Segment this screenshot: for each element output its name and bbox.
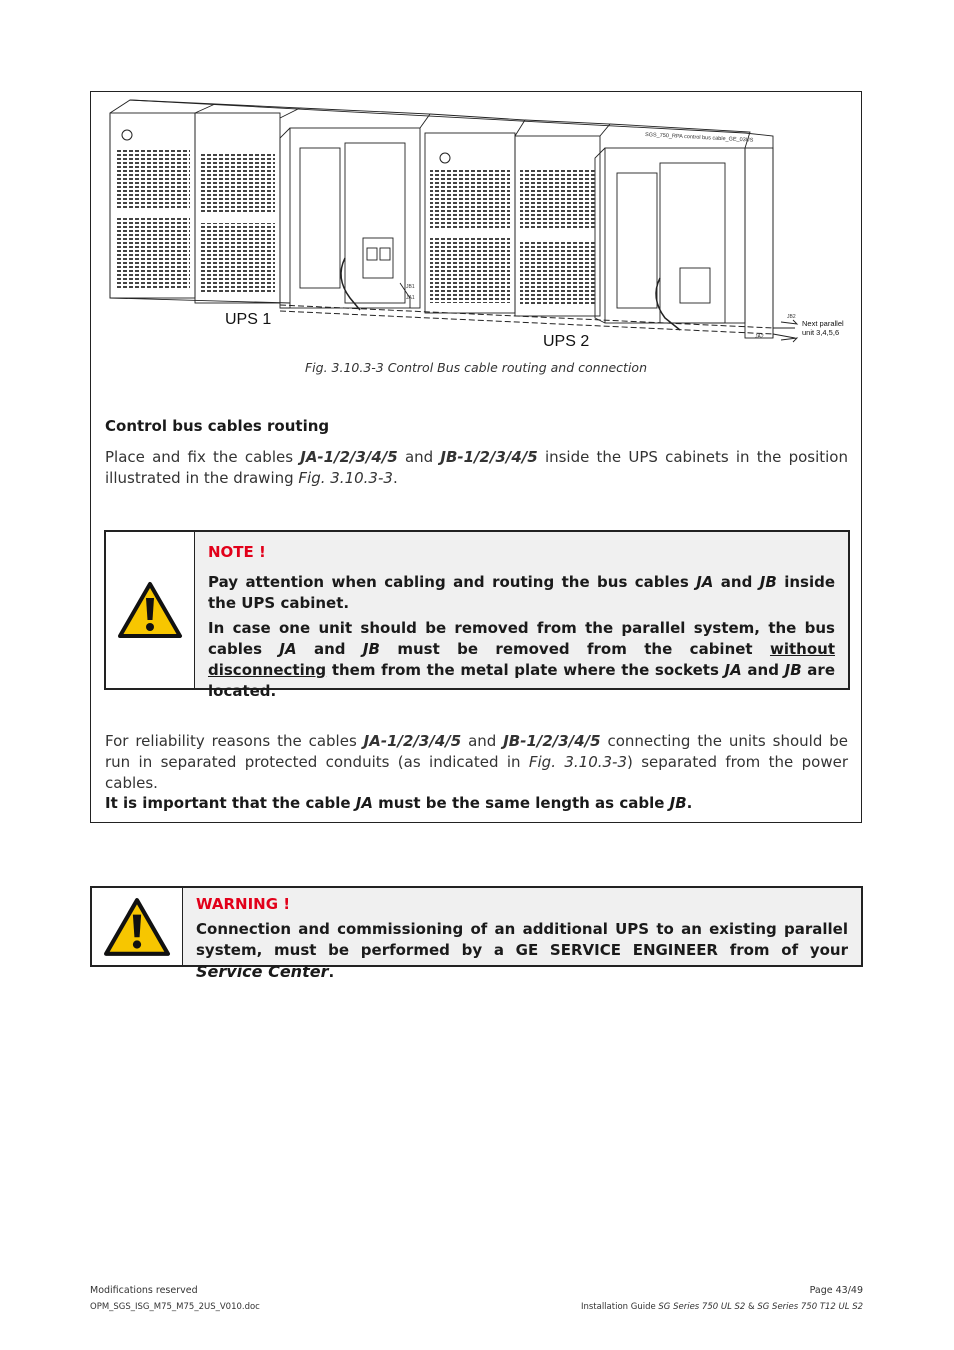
important-statement: It is important that the cable JA must be the same length as cable JB. — [105, 794, 693, 812]
footer-doc-name: OPM_SGS_ISG_M75_M75_2US_V010.doc — [90, 1302, 260, 1312]
note-title: NOTE ! — [208, 543, 266, 561]
routing-paragraph: Place and fix the cables JA-1/2/3/4/5 and JB-1/2/3/4/5 inside the UPS cabinets in the position illustrated in the drawing Fig. 3.10.3-3. — [105, 448, 848, 487]
note-line2: In case one unit should be removed from the parallel system, the bus cables JA and JB must be removed from the cabinet without disconnecting them from the metal plate where the sockets JA and JB are located. — [208, 619, 835, 700]
warning-triangle-icon — [103, 897, 171, 957]
ja1-label: JA1 — [406, 295, 415, 301]
note-text — [195, 532, 848, 700]
section-heading: Control bus cables routing — [105, 417, 330, 435]
note-line1: Pay attention when cabling and routing the bus cables JA and JB inside the UPS cabinet. — [208, 573, 835, 612]
note-box — [104, 530, 850, 700]
warning-icon-cell — [92, 888, 183, 965]
next-parallel-line1: Next parallel — [802, 319, 844, 328]
ups1-label: UPS 1 — [225, 311, 272, 328]
warning-triangle-icon — [117, 581, 183, 639]
drawing-ref: SGS_750_RPA control bus cable_GE_03US — [644, 132, 754, 144]
figure-caption: Fig. 3.10.3-3 Control Bus cable routing and connection — [304, 360, 648, 375]
jb2-label: JB2 — [787, 314, 796, 320]
jb1-label: JB1 — [406, 284, 415, 290]
reliability-paragraph: For reliability reasons the cables JA-1/2/3/4/5 and JB-1/2/3/4/5 connecting the units should be run in separated protected conduits (as indicated in Fig. 3.10.3-3) separated from the power cables. — [105, 732, 848, 792]
warning-text — [183, 888, 861, 981]
footer-modifications: Modifications reserved — [90, 1285, 198, 1296]
next-parallel-line2: unit 3,4,5,6 — [802, 328, 840, 337]
control-bus-drawing — [105, 98, 853, 353]
ja2-label: JA2 — [755, 334, 764, 340]
ups2-label: UPS 2 — [543, 333, 590, 350]
footer-guide-title: Installation Guide SG Series 750 UL S2 & SG Series 750 T12 UL S2 — [580, 1302, 863, 1312]
warning-body: Connection and commissioning of an additional UPS to an existing parallel system, must be performed by a GE SERVICE ENGINEER from of your Service Center. — [196, 920, 848, 981]
footer-page-number: Page 43/49 — [809, 1285, 863, 1296]
warning-box — [90, 886, 863, 981]
warning-title: WARNING ! — [196, 895, 291, 913]
note-icon-cell — [106, 532, 195, 688]
